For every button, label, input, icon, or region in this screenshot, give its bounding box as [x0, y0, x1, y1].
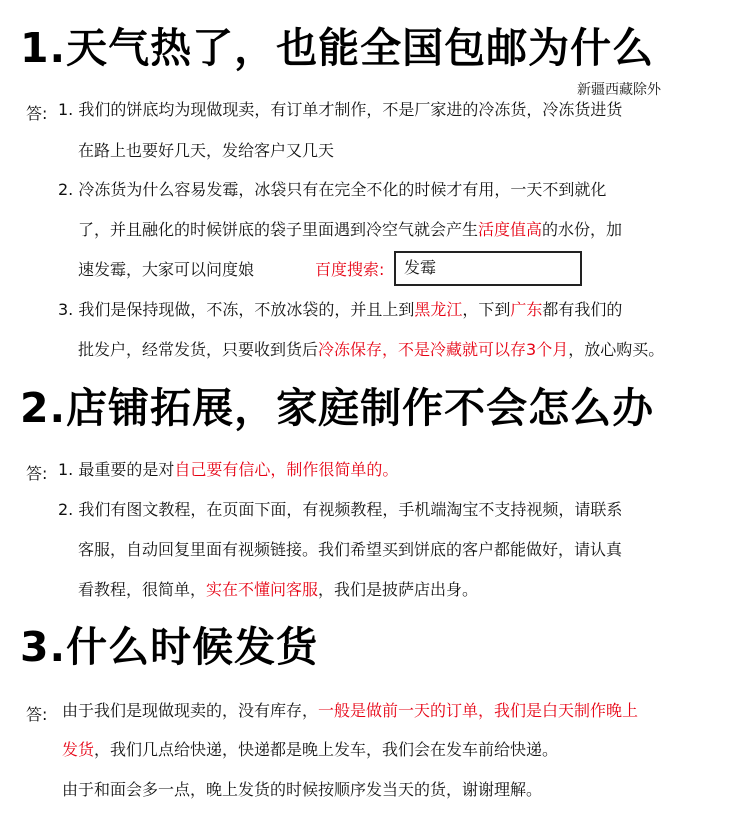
- q1-item3-num: 3.: [58, 300, 74, 319]
- q1-item2-line2: [78, 222, 622, 238]
- q3-line1-highlight: 一般是做前一天的订单，我们是白天制作晚上: [318, 701, 639, 720]
- q1-answer-label: 答:: [26, 104, 48, 123]
- q2-item2-line3: [78, 582, 478, 598]
- q1-item2-line2-tail: 的水份，加: [542, 220, 623, 239]
- q2-item2-num: 2.: [58, 500, 74, 519]
- q1-item3-line2: [78, 342, 664, 358]
- q2-item2-highlight: 实在不懂问客服: [206, 580, 319, 599]
- q1-item3-text: 我们是保持现做，不冻，不放冰袋的，并且上到: [78, 300, 415, 319]
- q2-item2-line3-text: 看教程，很简单，: [78, 580, 207, 599]
- q1-item2-highlight: 活度值高: [478, 220, 543, 239]
- q3-line2: [62, 742, 558, 758]
- q2-item2-text: 我们有图文教程，在页面下面，有视频教程，手机端淘宝不支持视频，请联系: [78, 500, 623, 519]
- q2-title: 2.店铺拓展，家庭制作不会怎么办: [20, 384, 655, 432]
- q3-line1-text: 由于我们是现做现卖的，没有库存，: [62, 701, 319, 720]
- q3-line3: 由于和面会多一点，晚上发货的时候按顺序发当天的货，谢谢理解。: [62, 780, 543, 799]
- q2-item2-line2: 客服，自动回复里面有视频链接。我们希望买到饼底的客户都能做好，请认真: [78, 540, 623, 559]
- q1-item2-line3: 速发霉，大家可以问度娘: [78, 260, 255, 279]
- q3-line2-highlight: 发货: [62, 740, 95, 759]
- search-label: 百度搜索:: [315, 260, 385, 279]
- q1-title: 1.天气热了，也能全国包邮为什么: [20, 24, 655, 72]
- q3-line1: [62, 703, 638, 719]
- q1-item3-text2: ，下到: [462, 300, 511, 319]
- q1-item3-highlight-guangdong: 广东: [510, 300, 543, 319]
- q2-item2-line1: [58, 502, 622, 518]
- q2-item1-num: 1.: [58, 460, 74, 479]
- q1-item2-line1: [58, 182, 606, 198]
- q1-item2-num: 2.: [58, 180, 74, 199]
- q2-answer-label: 答:: [26, 464, 48, 483]
- q1-item2-line2-text: 了，并且融化的时候饼底的袋子里面遇到冷空气就会产生: [78, 220, 479, 239]
- q3-answer-label: 答:: [26, 705, 48, 724]
- q2-item1: [58, 462, 398, 478]
- q1-item3-highlight-heilongjiang: 黑龙江: [414, 300, 463, 319]
- q2-item2-line3-tail: ，我们是披萨店出身。: [318, 580, 479, 599]
- q3-title: 3.什么时候发货: [20, 623, 319, 671]
- q1-item3-line2-highlight: 冷冻保存，不是冷藏就可以存3个月: [318, 340, 569, 359]
- q1-item3-text3: 都有我们的: [542, 300, 623, 319]
- q1-item1-line2: 在路上也要好几天，发给客户又几天: [78, 141, 335, 160]
- q2-item1-highlight: 自己要有信心，制作很简单的。: [174, 460, 399, 479]
- q1-item3-line1: [58, 302, 622, 318]
- q1-item3-line2-tail: ，放心购买。: [568, 340, 665, 359]
- q1-item2-text: 冷冻货为什么容易发霉，冰袋只有在完全不化的时候才有用，一天不到就化: [78, 180, 607, 199]
- q1-item1-num: 1.: [58, 100, 74, 119]
- q1-item3-line2-text: 批发户，经常发货，只要收到货后: [78, 340, 319, 359]
- q3-line2-text: ，我们几点给快递，快递都是晚上发车，我们会在发车前给快递。: [94, 740, 559, 759]
- q1-item1-line1: [58, 102, 622, 118]
- search-input[interactable]: 发霉: [394, 251, 582, 286]
- q1-note: 新疆西藏除外: [577, 82, 661, 98]
- q2-item1-text: 最重要的是对: [78, 460, 175, 479]
- q1-item1-text: 我们的饼底均为现做现卖，有订单才制作，不是厂家进的冷冻货，冷冻货进货: [78, 100, 623, 119]
